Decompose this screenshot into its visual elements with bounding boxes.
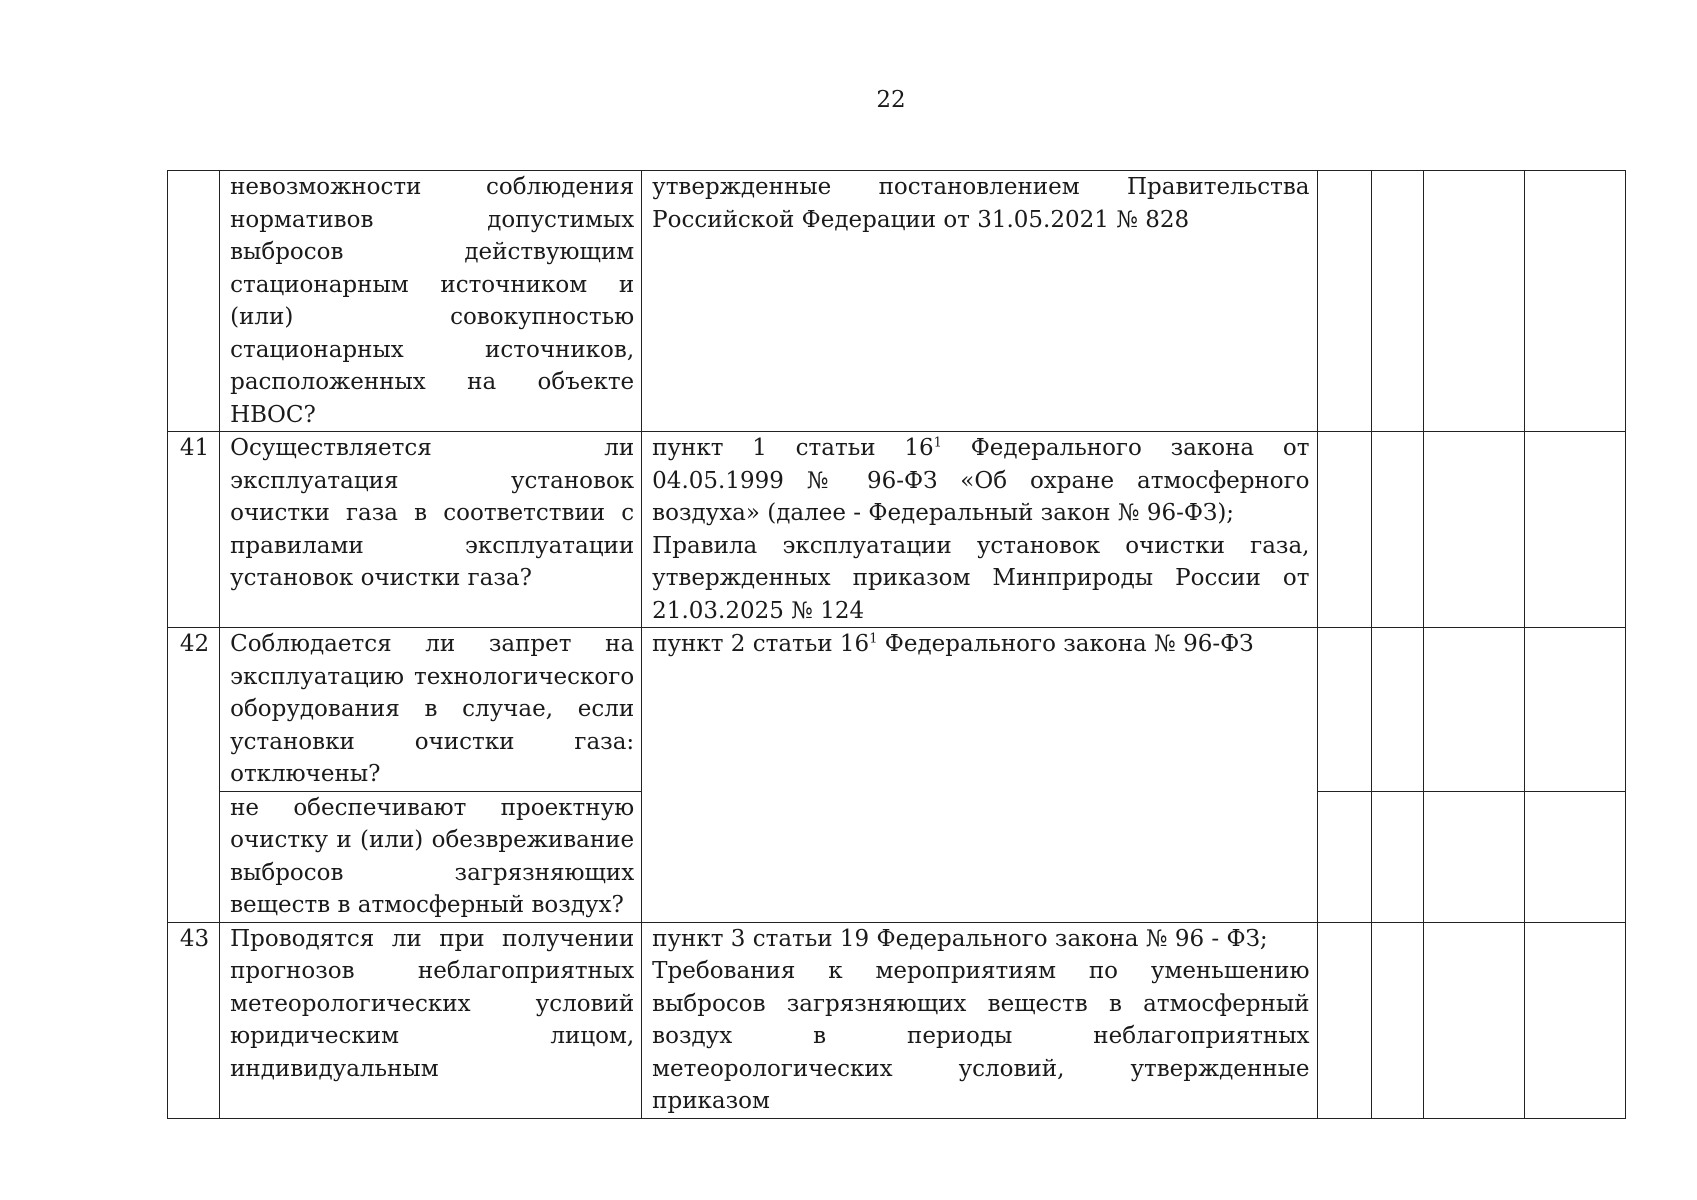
answer-no-cell[interactable]	[1371, 171, 1423, 432]
row-number: 43	[168, 922, 220, 1118]
reference-law: пункт 3 статьи 19 Федерального закона № 96 - ФЗ;	[652, 925, 1268, 952]
question-cell: Осуществляется ли эксплуатация установок очистки газа в соответствии с правилами эксплуатации установок очистки газа?	[220, 432, 642, 628]
table-row	[168, 628, 1626, 792]
row-number: 42	[168, 628, 220, 923]
reference-text: пункт 2 статьи 16	[652, 631, 870, 657]
answer-na-cell[interactable]	[1423, 922, 1524, 1118]
answer-na-cell[interactable]	[1423, 628, 1524, 792]
reference-cell	[642, 432, 1317, 628]
row-number: 41	[168, 432, 220, 628]
reference-requirements: Требования к мероприятиям по уменьшению выбросов загрязняющих веществ в атмосферный воздух в периоды неблагоприятных метеорологических условий, утвержденные приказом	[652, 958, 1310, 1114]
note-cell[interactable]	[1524, 791, 1625, 922]
note-cell[interactable]	[1524, 171, 1625, 432]
reference-text: Федерального закона № 96-ФЗ	[877, 631, 1254, 657]
reference-text: пункт 1 статьи 16	[652, 435, 934, 461]
answer-yes-cell[interactable]	[1317, 171, 1371, 432]
table-row	[168, 432, 1626, 628]
question-cell: невозможности соблюдения нормативов допустимых выбросов действующим стационарным источником и (или) совокупностью стационарных источников, расположенных на объекте НВОС?	[220, 171, 642, 432]
question-cell: не обеспечивают проектную очистку и (или) обезвреживание выбросов загрязняющих веществ в атмосферный воздух?	[220, 791, 642, 922]
reference-rules: Правила эксплуатации установок очистки газа, утвержденных приказом Минприроды России от 21.03.2025 № 124	[652, 532, 1310, 624]
answer-yes-cell[interactable]	[1317, 628, 1371, 792]
answer-yes-cell[interactable]	[1317, 432, 1371, 628]
superscript: 1	[869, 631, 878, 647]
reference-cell	[642, 922, 1317, 1118]
question-cell: Проводятся ли при получении прогнозов неблагоприятных метеорологических условий юридическим лицом, индивидуальным	[220, 922, 642, 1118]
answer-yes-cell[interactable]	[1317, 791, 1371, 922]
answer-no-cell[interactable]	[1371, 791, 1423, 922]
note-cell[interactable]	[1524, 922, 1625, 1118]
superscript: 1	[933, 435, 942, 451]
reference-cell: утвержденные постановлением Правительства Российской Федерации от 31.05.2021 № 828	[642, 171, 1317, 432]
answer-no-cell[interactable]	[1371, 922, 1423, 1118]
reference-text: Федерального закона от 04.05.1999 № 96-ФЗ «Об охране атмосферного воздуха» (далее - Федеральный закон № 96-ФЗ);	[652, 435, 1310, 526]
reference-law	[652, 432, 1309, 530]
answer-no-cell[interactable]	[1371, 628, 1423, 792]
note-cell[interactable]	[1524, 432, 1625, 628]
answer-no-cell[interactable]	[1371, 432, 1423, 628]
reference-cell	[642, 628, 1317, 923]
table-row	[168, 171, 1626, 432]
answer-na-cell[interactable]	[1423, 432, 1524, 628]
question-cell: Соблюдается ли запрет на эксплуатацию технологического оборудования в случае, если установки очистки газа: отключены?	[220, 628, 642, 792]
answer-yes-cell[interactable]	[1317, 922, 1371, 1118]
table-row	[168, 922, 1626, 1118]
note-cell[interactable]	[1524, 628, 1625, 792]
page-number: 22	[876, 87, 906, 113]
answer-na-cell[interactable]	[1423, 171, 1524, 432]
row-number-cell	[168, 171, 220, 432]
answer-na-cell[interactable]	[1423, 791, 1524, 922]
checklist-table	[167, 170, 1626, 1119]
